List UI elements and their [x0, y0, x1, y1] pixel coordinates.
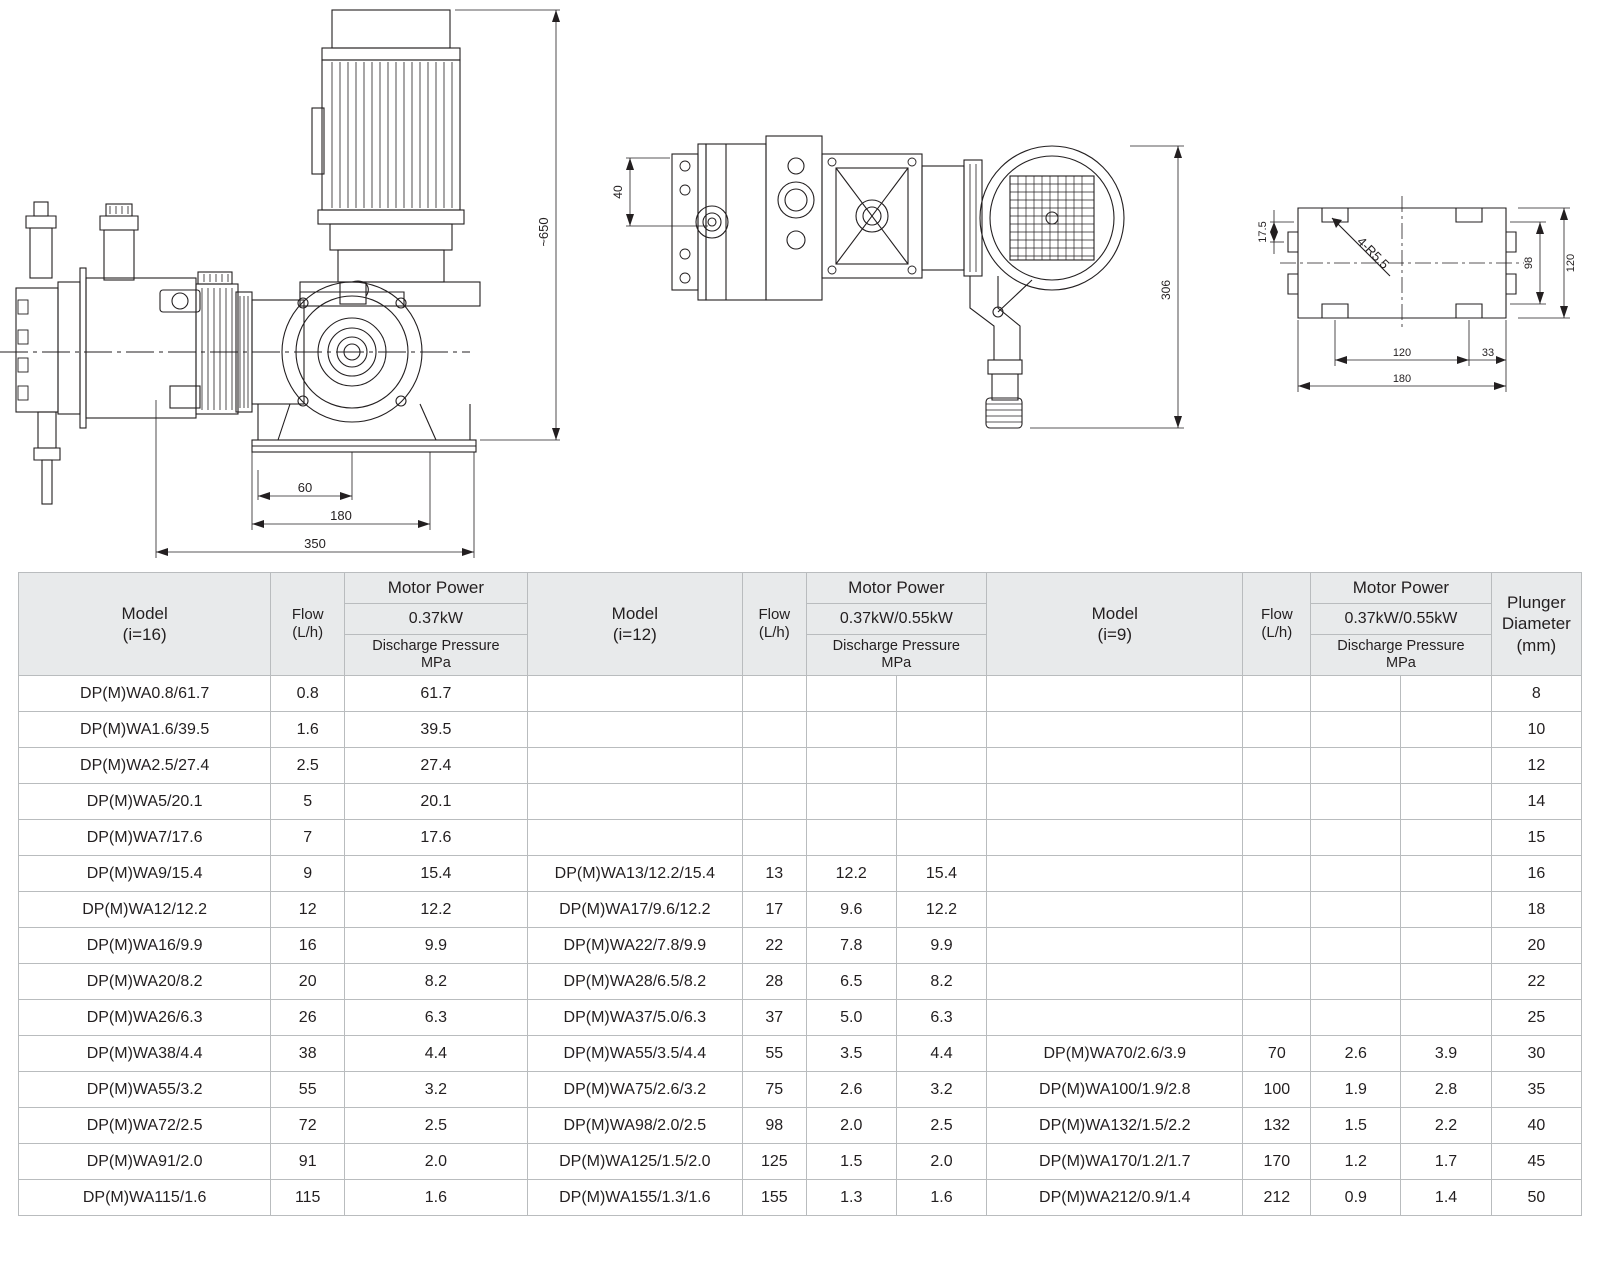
dimension-306: 306: [1159, 279, 1173, 301]
header-flow-i12-line1: Flow: [758, 606, 791, 623]
dimension-60: 60: [297, 480, 313, 495]
header-discharge-i9-line1: Discharge Pressure: [1337, 638, 1465, 655]
cell-pressure-i9-055: [1401, 784, 1491, 820]
cell-pressure-i12-037: 7.8: [806, 928, 896, 964]
cell-model-i9: DP(M)WA100/1.9/2.8: [987, 1072, 1243, 1108]
cell-pressure-i12-037: 3.5: [806, 1036, 896, 1072]
cell-pressure-i12-037: 2.6: [806, 1072, 896, 1108]
cell-pressure-i9-037: 1.2: [1311, 1144, 1401, 1180]
cell-pressure-i12-037: 1.3: [806, 1180, 896, 1216]
table-row: [19, 1180, 1582, 1216]
cell-flow-i12: [743, 676, 807, 712]
cell-pressure-i12-037: 2.0: [806, 1108, 896, 1144]
cell-model-i12: DP(M)WA55/3.5/4.4: [527, 1036, 742, 1072]
dimension-40: 40: [611, 185, 625, 199]
cell-model-i16: DP(M)WA38/4.4: [19, 1036, 271, 1072]
cell-flow-i12: 55: [743, 1036, 807, 1072]
cell-pressure-i9-037: [1311, 676, 1401, 712]
header-flow-i12: [743, 573, 807, 676]
cell-pressure-i16: 12.2: [345, 892, 528, 928]
header-flow-i16: [271, 573, 345, 676]
cell-pressure-i9-037: [1311, 964, 1401, 1000]
metering-pump-front-view: [0, 0, 600, 572]
cell-flow-i12: [743, 820, 807, 856]
cell-model-i9: DP(M)WA132/1.5/2.2: [987, 1108, 1243, 1144]
cell-model-i16: DP(M)WA20/8.2: [19, 964, 271, 1000]
table-row: [19, 892, 1582, 928]
cell-pressure-i16: 8.2: [345, 964, 528, 1000]
cell-flow-i16: 5: [271, 784, 345, 820]
cell-model-i9: DP(M)WA170/1.2/1.7: [987, 1144, 1243, 1180]
cell-pressure-i16: 2.5: [345, 1108, 528, 1144]
cell-pressure-i12-055: 3.2: [896, 1072, 986, 1108]
cell-model-i12: [527, 748, 742, 784]
table-row: [19, 820, 1582, 856]
specification-table-wrapper: [18, 572, 1582, 1216]
cell-model-i16: DP(M)WA26/6.3: [19, 1000, 271, 1036]
cell-flow-i9: [1243, 820, 1311, 856]
dimension-350: 350: [304, 536, 326, 551]
dimension-180: 180: [1392, 373, 1412, 385]
table-body: [19, 676, 1582, 1216]
cell-plunger-diameter: 8: [1491, 676, 1581, 712]
cell-pressure-i12-055: [896, 748, 986, 784]
cell-pressure-i9-037: [1311, 1000, 1401, 1036]
cell-plunger-diameter: 20: [1491, 928, 1581, 964]
header-flow-i9-line2: (L/h): [1261, 624, 1293, 641]
cell-model-i12: DP(M)WA125/1.5/2.0: [527, 1144, 742, 1180]
dimension-17-5: 17.5: [1257, 221, 1269, 243]
cell-model-i16: DP(M)WA9/15.4: [19, 856, 271, 892]
header-discharge-i12: [806, 635, 987, 676]
cell-flow-i16: 2.5: [271, 748, 345, 784]
cell-pressure-i16: 27.4: [345, 748, 528, 784]
cell-flow-i9: 100: [1243, 1072, 1311, 1108]
cell-flow-i16: 12: [271, 892, 345, 928]
cell-pressure-i12-055: 1.6: [896, 1180, 986, 1216]
cell-pressure-i16: 39.5: [345, 712, 528, 748]
cell-pressure-i12-037: [806, 748, 896, 784]
cell-flow-i12: 13: [743, 856, 807, 892]
cell-model-i16: DP(M)WA5/20.1: [19, 784, 271, 820]
cell-pressure-i9-055: 1.7: [1401, 1144, 1491, 1180]
cell-flow-i16: 38: [271, 1036, 345, 1072]
dimension-98: 98: [1523, 256, 1535, 270]
cell-flow-i12: 22: [743, 928, 807, 964]
metering-pump-top-view: [600, 130, 1240, 490]
cell-pressure-i16: 4.4: [345, 1036, 528, 1072]
header-model-i16-line1: Model: [121, 603, 168, 623]
cell-flow-i9: [1243, 1000, 1311, 1036]
cell-plunger-diameter: 14: [1491, 784, 1581, 820]
cell-pressure-i9-055: [1401, 820, 1491, 856]
cell-pressure-i9-055: [1401, 856, 1491, 892]
cell-flow-i16: 7: [271, 820, 345, 856]
table-row: [19, 784, 1582, 820]
cell-pressure-i12-055: 8.2: [896, 964, 986, 1000]
cell-pressure-i9-037: [1311, 712, 1401, 748]
cell-model-i12: DP(M)WA98/2.0/2.5: [527, 1108, 742, 1144]
cell-pressure-i9-055: 1.4: [1401, 1180, 1491, 1216]
cell-model-i16: DP(M)WA2.5/27.4: [19, 748, 271, 784]
header-flow-i16-line2: (L/h): [292, 624, 324, 641]
table-row: [19, 748, 1582, 784]
cell-pressure-i9-037: 1.9: [1311, 1072, 1401, 1108]
cell-flow-i16: 9: [271, 856, 345, 892]
header-motor-power-i9: Motor Power: [1311, 573, 1492, 604]
cell-flow-i9: [1243, 892, 1311, 928]
cell-flow-i12: 98: [743, 1108, 807, 1144]
cell-flow-i12: [743, 784, 807, 820]
cell-flow-i9: 70: [1243, 1036, 1311, 1072]
cell-model-i12: [527, 712, 742, 748]
cell-model-i9: [987, 928, 1243, 964]
header-discharge-i12-line1: Discharge Pressure: [832, 638, 960, 655]
cell-flow-i12: 75: [743, 1072, 807, 1108]
cell-flow-i9: 212: [1243, 1180, 1311, 1216]
cell-model-i16: DP(M)WA16/9.9: [19, 928, 271, 964]
cell-pressure-i9-055: [1401, 964, 1491, 1000]
header-model-i12-line1: Model: [611, 603, 658, 623]
cell-plunger-diameter: 45: [1491, 1144, 1581, 1180]
cell-pressure-i16: 3.2: [345, 1072, 528, 1108]
cell-plunger-diameter: 22: [1491, 964, 1581, 1000]
cell-model-i12: [527, 784, 742, 820]
specification-table: [18, 572, 1582, 1216]
cell-plunger-diameter: 30: [1491, 1036, 1581, 1072]
cell-pressure-i9-055: 2.2: [1401, 1108, 1491, 1144]
table-row: [19, 1144, 1582, 1180]
cell-model-i16: DP(M)WA91/2.0: [19, 1144, 271, 1180]
cell-plunger-diameter: 10: [1491, 712, 1581, 748]
cell-flow-i12: 17: [743, 892, 807, 928]
cell-pressure-i12-055: 2.5: [896, 1108, 986, 1144]
cell-pressure-i12-055: [896, 712, 986, 748]
table-row: [19, 964, 1582, 1000]
cell-flow-i16: 16: [271, 928, 345, 964]
cell-pressure-i12-037: [806, 820, 896, 856]
cell-model-i12: [527, 676, 742, 712]
cell-pressure-i9-037: 2.6: [1311, 1036, 1401, 1072]
cell-flow-i16: 20: [271, 964, 345, 1000]
cell-pressure-i12-055: 15.4: [896, 856, 986, 892]
cell-plunger-diameter: 18: [1491, 892, 1581, 928]
cell-model-i16: DP(M)WA1.6/39.5: [19, 712, 271, 748]
header-model-i9: [987, 573, 1243, 676]
header-kw-i12: 0.37kW/0.55kW: [806, 604, 987, 635]
cell-model-i9: [987, 964, 1243, 1000]
cell-flow-i12: 125: [743, 1144, 807, 1180]
cell-flow-i16: 0.8: [271, 676, 345, 712]
cell-pressure-i9-037: [1311, 928, 1401, 964]
cell-pressure-i16: 61.7: [345, 676, 528, 712]
cell-flow-i12: 37: [743, 1000, 807, 1036]
dimension-33: 33: [1481, 347, 1495, 359]
cell-pressure-i16: 1.6: [345, 1180, 528, 1216]
header-kw-i9: 0.37kW/0.55kW: [1311, 604, 1492, 635]
table-row: [19, 1108, 1582, 1144]
cell-pressure-i9-055: [1401, 748, 1491, 784]
cell-pressure-i12-037: 1.5: [806, 1144, 896, 1180]
header-discharge-i9-line2: MPa: [1386, 655, 1416, 671]
dimension-120-vertical: 120: [1565, 253, 1577, 273]
cell-plunger-diameter: 25: [1491, 1000, 1581, 1036]
cell-flow-i9: [1243, 856, 1311, 892]
header-plunger-line3: (mm): [1516, 635, 1557, 655]
cell-pressure-i16: 2.0: [345, 1144, 528, 1180]
cell-flow-i12: 28: [743, 964, 807, 1000]
cell-model-i9: [987, 1000, 1243, 1036]
cell-pressure-i12-037: [806, 712, 896, 748]
cell-model-i9: [987, 784, 1243, 820]
cell-flow-i9: 170: [1243, 1144, 1311, 1180]
cell-flow-i9: [1243, 964, 1311, 1000]
table-row: [19, 1072, 1582, 1108]
header-flow-i12-line2: (L/h): [758, 624, 790, 641]
cell-model-i12: DP(M)WA37/5.0/6.3: [527, 1000, 742, 1036]
cell-pressure-i9-055: [1401, 892, 1491, 928]
cell-model-i9: DP(M)WA212/0.9/1.4: [987, 1180, 1243, 1216]
cell-pressure-i9-055: [1401, 676, 1491, 712]
cell-model-i9: [987, 892, 1243, 928]
header-motor-power-i12: Motor Power: [806, 573, 987, 604]
cell-model-i9: [987, 820, 1243, 856]
cell-flow-i12: 155: [743, 1180, 807, 1216]
cell-pressure-i9-037: 0.9: [1311, 1180, 1401, 1216]
cell-flow-i9: 132: [1243, 1108, 1311, 1144]
cell-pressure-i9-055: [1401, 712, 1491, 748]
cell-pressure-i12-037: 9.6: [806, 892, 896, 928]
base-plate-view: [1250, 170, 1580, 430]
cell-plunger-diameter: 15: [1491, 820, 1581, 856]
cell-pressure-i9-037: [1311, 784, 1401, 820]
cell-pressure-i16: 20.1: [345, 784, 528, 820]
header-discharge-i16-line1: Discharge Pressure: [372, 638, 500, 655]
cell-model-i12: DP(M)WA22/7.8/9.9: [527, 928, 742, 964]
table-row: [19, 1000, 1582, 1036]
cell-model-i12: DP(M)WA155/1.3/1.6: [527, 1180, 742, 1216]
cell-model-i9: [987, 712, 1243, 748]
cell-flow-i9: [1243, 712, 1311, 748]
header-kw-i16: 0.37kW: [345, 604, 528, 635]
dimension-120-horizontal: 120: [1392, 347, 1412, 359]
cell-pressure-i12-055: 4.4: [896, 1036, 986, 1072]
header-plunger-diameter: [1491, 573, 1581, 676]
cell-model-i16: DP(M)WA72/2.5: [19, 1108, 271, 1144]
cell-pressure-i12-055: [896, 820, 986, 856]
table-row: [19, 928, 1582, 964]
cell-pressure-i12-055: 2.0: [896, 1144, 986, 1180]
cell-flow-i16: 72: [271, 1108, 345, 1144]
header-model-i9-line1: Model: [1091, 603, 1138, 623]
cell-pressure-i9-037: [1311, 748, 1401, 784]
cell-pressure-i9-055: 3.9: [1401, 1036, 1491, 1072]
cell-model-i9: [987, 748, 1243, 784]
table-row: [19, 676, 1582, 712]
cell-model-i12: DP(M)WA17/9.6/12.2: [527, 892, 742, 928]
header-flow-i9-line1: Flow: [1260, 606, 1293, 623]
cell-pressure-i12-055: 9.9: [896, 928, 986, 964]
cell-plunger-diameter: 16: [1491, 856, 1581, 892]
header-flow-i9: [1243, 573, 1311, 676]
cell-model-i12: [527, 820, 742, 856]
header-plunger-line1: Plunger: [1507, 593, 1566, 613]
header-flow-i16-line1: Flow: [291, 606, 324, 623]
cell-model-i16: DP(M)WA7/17.6: [19, 820, 271, 856]
cell-pressure-i12-037: 12.2: [806, 856, 896, 892]
header-model-i16-line2: (i=16): [122, 625, 167, 644]
header-model-i12: [527, 573, 742, 676]
cell-model-i12: DP(M)WA13/12.2/15.4: [527, 856, 742, 892]
header-plunger-line2: Diameter: [1501, 614, 1571, 634]
cell-plunger-diameter: 50: [1491, 1180, 1581, 1216]
cell-model-i12: DP(M)WA28/6.5/8.2: [527, 964, 742, 1000]
header-model-i12-line2: (i=12): [612, 625, 657, 644]
cell-flow-i12: [743, 748, 807, 784]
cell-pressure-i16: 17.6: [345, 820, 528, 856]
dimension-650: ~650: [536, 217, 551, 247]
cell-flow-i16: 26: [271, 1000, 345, 1036]
cell-pressure-i12-055: [896, 676, 986, 712]
cell-flow-i9: [1243, 748, 1311, 784]
header-discharge-i16-line2: MPa: [420, 655, 451, 671]
cell-pressure-i12-055: 12.2: [896, 892, 986, 928]
cell-pressure-i9-055: 2.8: [1401, 1072, 1491, 1108]
table-row: [19, 1036, 1582, 1072]
header-discharge-i16: [345, 635, 528, 676]
cell-plunger-diameter: 12: [1491, 748, 1581, 784]
cell-model-i16: DP(M)WA115/1.6: [19, 1180, 271, 1216]
cell-pressure-i16: 15.4: [345, 856, 528, 892]
dimension-4-r5-5: 4-R5.5: [1354, 233, 1393, 272]
cell-model-i16: DP(M)WA0.8/61.7: [19, 676, 271, 712]
cell-pressure-i12-055: 6.3: [896, 1000, 986, 1036]
cell-plunger-diameter: 40: [1491, 1108, 1581, 1144]
cell-pressure-i9-037: [1311, 856, 1401, 892]
cell-pressure-i16: 6.3: [345, 1000, 528, 1036]
cell-flow-i12: [743, 712, 807, 748]
table-row: [19, 712, 1582, 748]
cell-model-i12: DP(M)WA75/2.6/3.2: [527, 1072, 742, 1108]
cell-plunger-diameter: 35: [1491, 1072, 1581, 1108]
header-discharge-i9: [1311, 635, 1492, 676]
cell-flow-i16: 115: [271, 1180, 345, 1216]
cell-flow-i16: 1.6: [271, 712, 345, 748]
technical-drawings-area: [0, 0, 1600, 572]
cell-model-i9: DP(M)WA70/2.6/3.9: [987, 1036, 1243, 1072]
cell-model-i16: DP(M)WA12/12.2: [19, 892, 271, 928]
cell-pressure-i12-037: 6.5: [806, 964, 896, 1000]
cell-pressure-i9-037: [1311, 892, 1401, 928]
cell-pressure-i9-055: [1401, 928, 1491, 964]
cell-pressure-i12-055: [896, 784, 986, 820]
header-motor-power-i16: Motor Power: [345, 573, 528, 604]
header-discharge-i12-line2: MPa: [881, 655, 912, 671]
table-header: [19, 573, 1582, 676]
header-model-i16: [19, 573, 271, 676]
cell-pressure-i16: 9.9: [345, 928, 528, 964]
cell-model-i9: [987, 856, 1243, 892]
cell-pressure-i12-037: [806, 676, 896, 712]
cell-flow-i16: 55: [271, 1072, 345, 1108]
cell-flow-i9: [1243, 676, 1311, 712]
cell-flow-i9: [1243, 928, 1311, 964]
cell-pressure-i12-037: 5.0: [806, 1000, 896, 1036]
cell-model-i9: [987, 676, 1243, 712]
cell-flow-i9: [1243, 784, 1311, 820]
cell-pressure-i9-037: 1.5: [1311, 1108, 1401, 1144]
header-model-i9-line2: (i=9): [1097, 625, 1133, 644]
dimension-180: 180: [330, 508, 352, 523]
cell-pressure-i9-037: [1311, 820, 1401, 856]
table-row: [19, 856, 1582, 892]
cell-pressure-i9-055: [1401, 1000, 1491, 1036]
cell-model-i16: DP(M)WA55/3.2: [19, 1072, 271, 1108]
cell-pressure-i12-037: [806, 784, 896, 820]
cell-flow-i16: 91: [271, 1144, 345, 1180]
